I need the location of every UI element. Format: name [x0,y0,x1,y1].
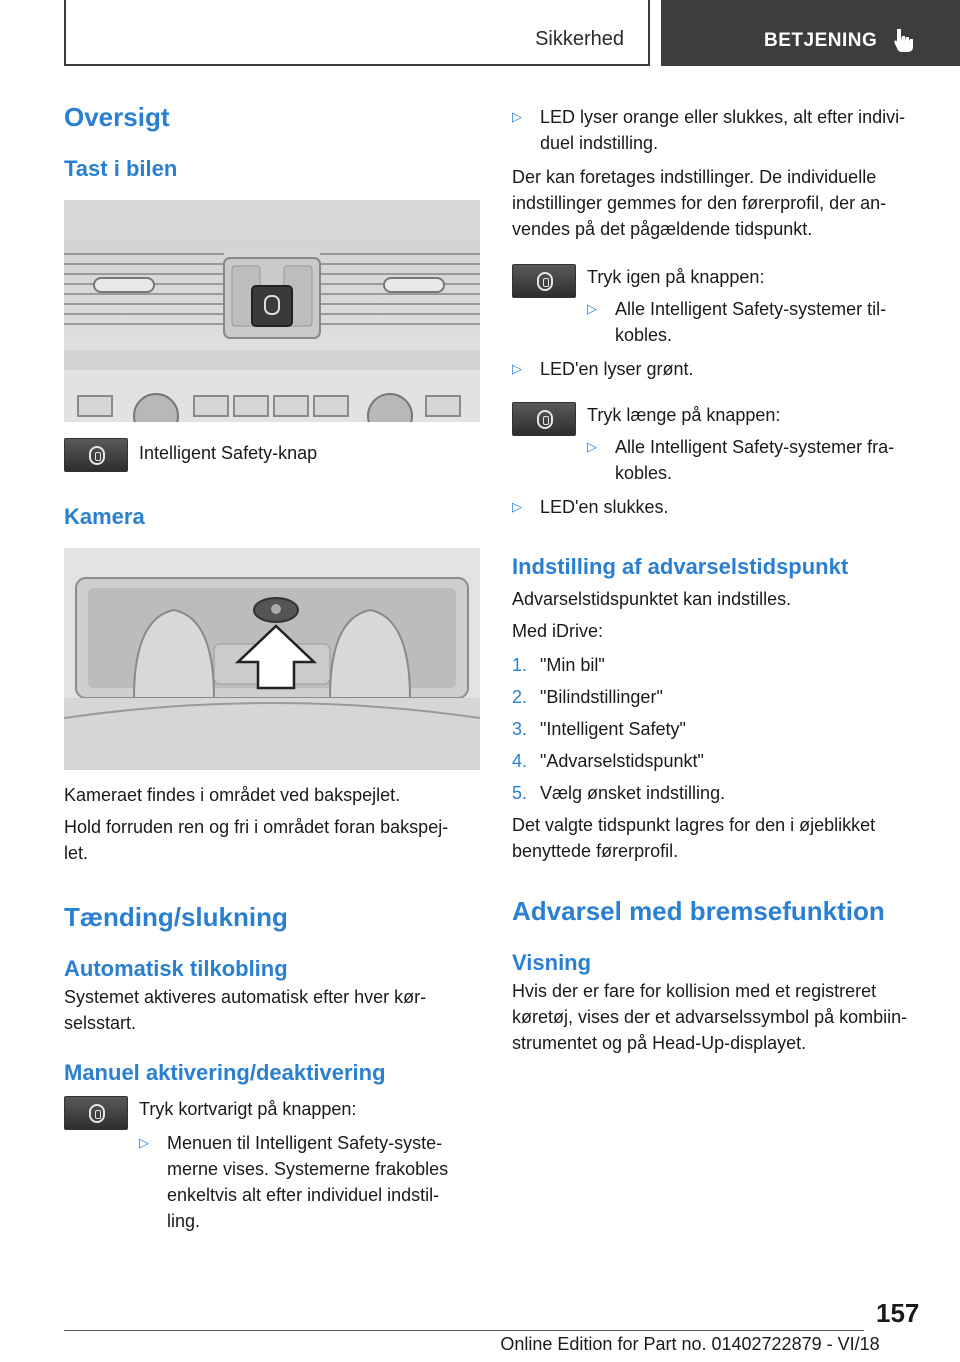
page-number: 157 [876,1298,920,1328]
led-off: LED'en slukkes. [540,497,669,517]
manual-bullet: Menuen til Intelligent Safety-syste- merne vises. Systemerne frakobles enkeltvis alt efter individuel indstil- ling. [167,1133,449,1231]
press-again-text: Tryk igen på knappen: [587,267,765,287]
intelligent-safety-button-icon [512,402,576,436]
list-item [512,684,928,710]
list-item [512,780,928,806]
manual-row [64,1096,480,1234]
list-item [512,716,928,742]
page-header [64,0,960,66]
camera-heading: Kamera [64,504,145,529]
auto-text: Systemet aktiveres automatisk efter hver kør- selsstart. [64,987,427,1033]
step-text: "Bilindstillinger" [540,687,663,707]
display-heading: Visning [512,950,592,975]
triangle-bullet-icon: ▷ [512,361,522,376]
led-green: LED'en lyser grønt. [540,359,694,379]
auto-heading: Automatisk tilkobling [64,956,288,981]
list-item [512,652,928,678]
display-text: Hvis der er fare for kollision med et registreret køretøj, vises der et advarselssymbol på kombiin- strumentet og på Head-Up-displayet. [512,981,908,1053]
right-column [512,100,928,1056]
section-title: Sikkerhed [535,28,624,50]
step-number: 4. [512,751,528,771]
list-item [512,104,928,156]
step-text: "Advarselstidspunkt" [540,751,704,771]
step-text: "Min bil" [540,655,605,675]
step-number: 1. [512,655,528,675]
buttons-heading: Tast i bilen [64,156,178,181]
press-again-row [512,264,928,348]
timing-text: Advarselstidspunktet kan indstilles. [512,589,792,609]
manual-instruction: Tryk kortvarigt på knappen: [139,1099,357,1119]
left-column [64,100,480,1234]
camera-text-2: Hold forruden ren og fri i området foran bakspej- let. [64,817,449,863]
list-item [512,494,928,520]
hand-pointer-icon [892,26,918,54]
overview-title: Oversigt [64,102,170,132]
triangle-bullet-icon: ▷ [587,301,597,316]
list-item [587,296,928,348]
triangle-bullet-icon: ▷ [587,439,597,454]
press-long-row [512,402,928,486]
chapter-tab [661,0,960,66]
intelligent-safety-button-icon [512,264,576,298]
settings-text: Der kan foretages indstillinger. De individuelle indstillinger gemmes for den førerprofil, der an- vendes på det pågældende tidspunkt. [512,167,887,239]
edition-text: Online Edition for Part no. 01402722879 - VI/18 [500,1334,880,1354]
brake-title: Advarsel med bremsefunktion [512,896,885,926]
button-label: Intelligent Safety-knap [139,443,318,463]
idrive-text: Med iDrive: [512,621,604,641]
timing-heading: Indstilling af advarselstidspunkt [512,554,849,579]
list-item [512,356,928,382]
list-item [512,748,928,774]
camera-location-photo [64,548,480,770]
steps-list [512,652,928,806]
step-number: 5. [512,783,528,803]
steps-note: Det valgte tidspunkt lagres for den i øjeblikket benyttede førerprofil. [512,815,876,861]
press-long-bullet: Alle Intelligent Safety-systemer fra- kobles. [615,437,895,483]
triangle-bullet-icon: ▷ [512,109,522,124]
dashboard-button-photo [64,200,480,422]
camera-text-1: Kameraet findes i området ved bakspejlet. [64,785,401,805]
step-text: "Intelligent Safety" [540,719,686,739]
led-bullet: LED lyser orange eller slukkes, alt efter indivi- duel indstilling. [540,107,906,153]
step-number: 3. [512,719,528,739]
triangle-bullet-icon: ▷ [139,1135,149,1150]
step-number: 2. [512,687,528,707]
manual-heading: Manuel aktivering/deaktivering [64,1060,386,1085]
triangle-bullet-icon: ▷ [512,499,522,514]
ignition-title: Tænding/slukning [64,902,288,932]
intelligent-safety-button-icon [64,438,128,472]
footer-divider [64,1330,864,1331]
step-text: Vælg ønsket indstilling. [540,783,726,803]
intelligent-safety-button-icon [64,1096,128,1130]
list-item [139,1130,480,1234]
press-long-text: Tryk længe på knappen: [587,405,781,425]
button-caption-row [64,438,480,472]
chapter-title: BETJENING [764,30,878,51]
list-item [587,434,928,486]
press-again-bullet: Alle Intelligent Safety-systemer til- kobles. [615,299,887,345]
section-tab [64,0,650,66]
